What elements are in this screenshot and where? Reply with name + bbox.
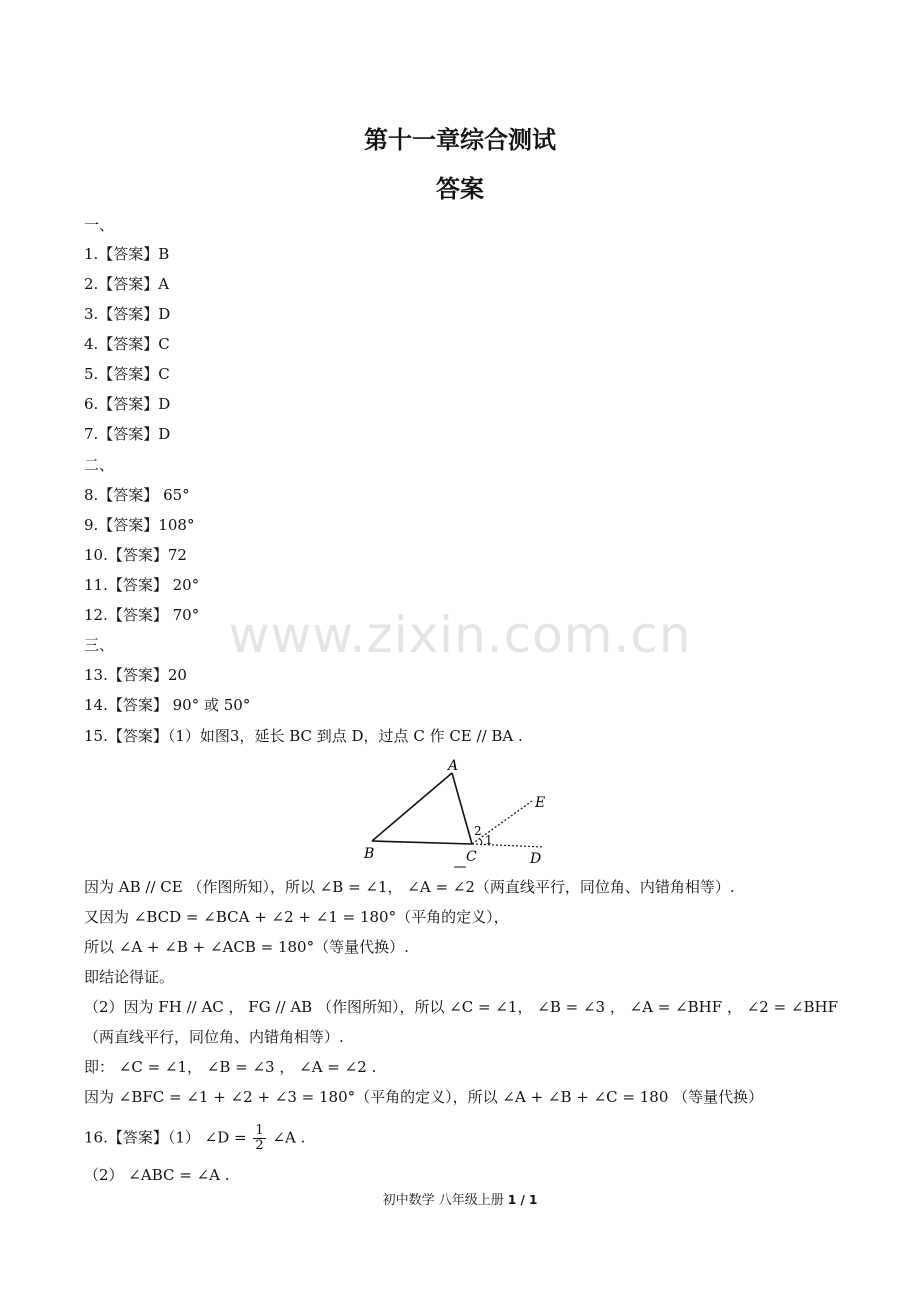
triangle-figure	[362, 755, 562, 870]
answer-2: 2.【答案】A	[84, 275, 170, 293]
answer-15: 15.【答案】（1）如图3，延长 BC 到点 D，过点 C 作 CE // BA .	[84, 727, 523, 745]
segment-CD	[472, 844, 544, 847]
proof-line-3: 所以 ∠A + ∠B + ∠ACB = 180°（等量代换）.	[84, 938, 409, 956]
page-footer	[0, 1189, 920, 1208]
answer-11: 11.【答案】 20°	[84, 576, 200, 594]
segment-AB	[372, 773, 452, 841]
proof-line-5: （2）因为 FH // AC ， FG // AB （作图所知），所以 ∠C = ∠1， ∠B = ∠3 ， ∠A = ∠BHF ， ∠2 = ∠BHF	[84, 998, 839, 1016]
answer-1: 1.【答案】B	[84, 245, 170, 263]
section-heading-1: 一、	[84, 216, 115, 234]
answer-4: 4.【答案】C	[84, 335, 170, 353]
answer-16-part-2: （2） ∠ABC = ∠A .	[84, 1166, 230, 1184]
answer-7: 7.【答案】D	[84, 425, 171, 443]
page-number: 1 / 1	[507, 1193, 538, 1207]
label-A: A	[448, 758, 459, 774]
section-heading-3: 三、	[84, 636, 115, 654]
fraction	[253, 1124, 265, 1153]
proof-line-7: 即： ∠C = ∠1， ∠B = ∠3 ， ∠A = ∠2 .	[84, 1058, 377, 1076]
label-B: B	[364, 846, 375, 862]
proof-line-4: 即结论得证。	[84, 968, 175, 986]
segment-BC	[372, 841, 472, 844]
proof-line-8: 因为 ∠BFC = ∠1 + ∠2 + ∠3 = 180°（平角的定义），所以 ∠A + ∠B + ∠C = 180 （等量代换）	[84, 1088, 764, 1106]
label-angle-1: 1	[485, 833, 493, 847]
footer-text: 初中数学 八年级上册	[382, 1193, 504, 1208]
answer-5: 5.【答案】C	[84, 365, 170, 383]
answer-16-suffix: ∠A .	[272, 1128, 306, 1147]
answer-9: 9.【答案】108°	[84, 516, 195, 534]
label-C: C	[466, 849, 477, 865]
proof-line-6: （两直线平行，同位角、内错角相等）.	[84, 1028, 344, 1046]
label-D: D	[530, 851, 542, 867]
proof-line-2: 又因为 ∠BCD = ∠BCA + ∠2 + ∠1 = 180°（平角的定义），	[84, 908, 509, 926]
answer-12: 12.【答案】 70°	[84, 606, 200, 624]
page-title: 第十一章综合测试	[364, 126, 556, 154]
segment-AC	[452, 773, 472, 844]
fraction-numerator: 1	[255, 1123, 264, 1138]
label-angle-2: 2	[474, 824, 482, 838]
fraction-denominator: 2	[255, 1138, 264, 1153]
answer-16	[84, 1124, 305, 1153]
proof-line-1: 因为 AB // CE （作图所知），所以 ∠B = ∠1， ∠A = ∠2（两直线平行，同位角、内错角相等）.	[84, 878, 735, 896]
answer-16-prefix: 16.【答案】（1） ∠D =	[84, 1128, 247, 1147]
answer-10: 10.【答案】72	[84, 546, 187, 564]
watermark: www.zixin.com.cn	[228, 606, 692, 664]
section-heading-2: 二、	[84, 456, 115, 474]
page-subtitle: 答案	[436, 175, 484, 203]
answer-13: 13.【答案】20	[84, 666, 187, 684]
answer-14: 14.【答案】 90° 或 50°	[84, 696, 251, 714]
answer-6: 6.【答案】D	[84, 395, 171, 413]
answer-3: 3.【答案】D	[84, 305, 171, 323]
label-E: E	[535, 795, 546, 811]
answer-8: 8.【答案】 65°	[84, 486, 190, 504]
